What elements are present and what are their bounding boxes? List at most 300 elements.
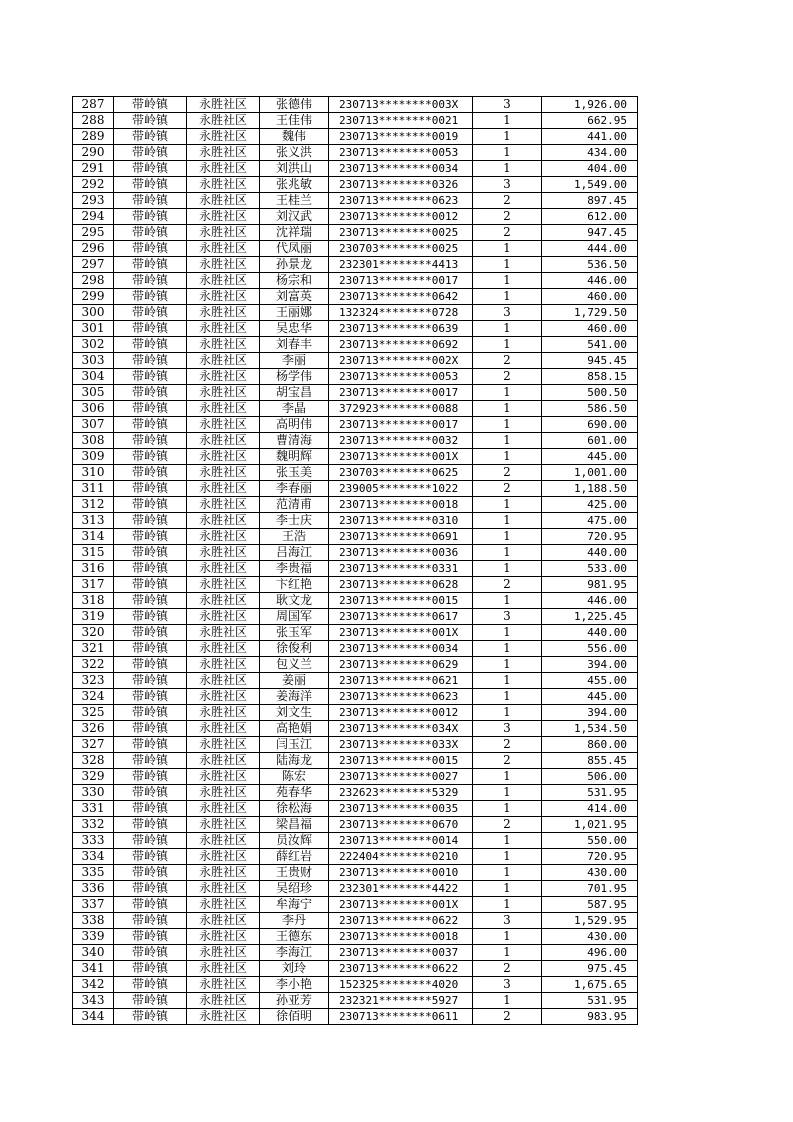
table-row [73, 145, 638, 161]
id-number-cell: 230713********0021 [329, 113, 473, 129]
row-number-cell: 331 [73, 801, 114, 817]
name-cell: 姜丽 [260, 673, 329, 689]
table-row [73, 225, 638, 241]
amount-cell: 860.00 [542, 737, 638, 753]
table-row [73, 705, 638, 721]
name-cell: 曹清海 [260, 433, 329, 449]
row-number-cell: 325 [73, 705, 114, 721]
town-cell: 带岭镇 [114, 129, 187, 145]
row-number-cell: 328 [73, 753, 114, 769]
id-number-cell: 230713********0014 [329, 833, 473, 849]
amount-cell: 1,926.00 [542, 97, 638, 113]
name-cell: 陆海龙 [260, 753, 329, 769]
town-cell: 带岭镇 [114, 337, 187, 353]
row-number-cell: 295 [73, 225, 114, 241]
community-cell: 永胜社区 [187, 689, 260, 705]
table-row [73, 161, 638, 177]
town-cell: 带岭镇 [114, 881, 187, 897]
town-cell: 带岭镇 [114, 625, 187, 641]
id-number-cell: 222404********0210 [329, 849, 473, 865]
community-cell: 永胜社区 [187, 529, 260, 545]
name-cell: 胡宝昌 [260, 385, 329, 401]
count-cell: 1 [473, 161, 542, 177]
amount-cell: 945.45 [542, 353, 638, 369]
row-number-cell: 312 [73, 497, 114, 513]
count-cell: 1 [473, 785, 542, 801]
community-cell: 永胜社区 [187, 193, 260, 209]
id-number-cell: 230713********0018 [329, 929, 473, 945]
name-cell: 徐佰明 [260, 1009, 329, 1025]
row-number-cell: 339 [73, 929, 114, 945]
id-number-cell: 230713********0034 [329, 641, 473, 657]
town-cell: 带岭镇 [114, 753, 187, 769]
count-cell: 1 [473, 561, 542, 577]
town-cell: 带岭镇 [114, 481, 187, 497]
town-cell: 带岭镇 [114, 945, 187, 961]
table-row [73, 561, 638, 577]
count-cell: 1 [473, 337, 542, 353]
id-number-cell: 230713********0053 [329, 145, 473, 161]
row-number-cell: 307 [73, 417, 114, 433]
town-cell: 带岭镇 [114, 561, 187, 577]
amount-cell: 455.00 [542, 673, 638, 689]
town-cell: 带岭镇 [114, 321, 187, 337]
id-number-cell: 230713********0032 [329, 433, 473, 449]
community-cell: 永胜社区 [187, 817, 260, 833]
amount-cell: 394.00 [542, 657, 638, 673]
community-cell: 永胜社区 [187, 609, 260, 625]
row-number-cell: 333 [73, 833, 114, 849]
community-cell: 永胜社区 [187, 241, 260, 257]
amount-cell: 533.00 [542, 561, 638, 577]
name-cell: 杨宗和 [260, 273, 329, 289]
id-number-cell: 239005********1022 [329, 481, 473, 497]
community-cell: 永胜社区 [187, 865, 260, 881]
table-row [73, 977, 638, 993]
count-cell: 1 [473, 689, 542, 705]
table-row [73, 193, 638, 209]
count-cell: 1 [473, 433, 542, 449]
name-cell: 高明伟 [260, 417, 329, 433]
id-number-cell: 230713********0642 [329, 289, 473, 305]
row-number-cell: 290 [73, 145, 114, 161]
table-row [73, 625, 638, 641]
row-number-cell: 298 [73, 273, 114, 289]
town-cell: 带岭镇 [114, 513, 187, 529]
count-cell: 2 [473, 961, 542, 977]
data-table [72, 96, 638, 1025]
row-number-cell: 343 [73, 993, 114, 1009]
count-cell: 3 [473, 609, 542, 625]
row-number-cell: 341 [73, 961, 114, 977]
amount-cell: 541.00 [542, 337, 638, 353]
table-row [73, 289, 638, 305]
amount-cell: 460.00 [542, 321, 638, 337]
row-number-cell: 296 [73, 241, 114, 257]
name-cell: 包义兰 [260, 657, 329, 673]
name-cell: 耿文龙 [260, 593, 329, 609]
name-cell: 魏明辉 [260, 449, 329, 465]
id-number-cell: 230713********0012 [329, 209, 473, 225]
name-cell: 吴绍珍 [260, 881, 329, 897]
community-cell: 永胜社区 [187, 753, 260, 769]
row-number-cell: 334 [73, 849, 114, 865]
town-cell: 带岭镇 [114, 609, 187, 625]
table-row [73, 481, 638, 497]
amount-cell: 858.15 [542, 369, 638, 385]
community-cell: 永胜社区 [187, 225, 260, 241]
name-cell: 高艳娟 [260, 721, 329, 737]
town-cell: 带岭镇 [114, 705, 187, 721]
count-cell: 1 [473, 113, 542, 129]
name-cell: 李贵福 [260, 561, 329, 577]
amount-cell: 1,001.00 [542, 465, 638, 481]
community-cell: 永胜社区 [187, 433, 260, 449]
count-cell: 1 [473, 705, 542, 721]
community-cell: 永胜社区 [187, 369, 260, 385]
town-cell: 带岭镇 [114, 817, 187, 833]
amount-cell: 425.00 [542, 497, 638, 513]
table-row [73, 849, 638, 865]
name-cell: 闫玉江 [260, 737, 329, 753]
name-cell: 张义洪 [260, 145, 329, 161]
count-cell: 1 [473, 385, 542, 401]
community-cell: 永胜社区 [187, 113, 260, 129]
table-row [73, 657, 638, 673]
town-cell: 带岭镇 [114, 177, 187, 193]
table-row [73, 273, 638, 289]
id-number-cell: 230713********0037 [329, 945, 473, 961]
id-number-cell: 230703********0025 [329, 241, 473, 257]
amount-cell: 444.00 [542, 241, 638, 257]
count-cell: 2 [473, 225, 542, 241]
count-cell: 1 [473, 289, 542, 305]
row-number-cell: 321 [73, 641, 114, 657]
row-number-cell: 318 [73, 593, 114, 609]
id-number-cell: 230713********0622 [329, 913, 473, 929]
id-number-cell: 230713********0017 [329, 273, 473, 289]
table-row [73, 449, 638, 465]
table-row [73, 321, 638, 337]
amount-cell: 414.00 [542, 801, 638, 817]
table-row [73, 385, 638, 401]
id-number-cell: 230713********0331 [329, 561, 473, 577]
town-cell: 带岭镇 [114, 737, 187, 753]
name-cell: 吴忠华 [260, 321, 329, 337]
row-number-cell: 301 [73, 321, 114, 337]
community-cell: 永胜社区 [187, 129, 260, 145]
town-cell: 带岭镇 [114, 241, 187, 257]
count-cell: 3 [473, 305, 542, 321]
count-cell: 1 [473, 945, 542, 961]
count-cell: 1 [473, 673, 542, 689]
id-number-cell: 230713********002X [329, 353, 473, 369]
table-row [73, 929, 638, 945]
table-row [73, 417, 638, 433]
id-number-cell: 230713********0326 [329, 177, 473, 193]
town-cell: 带岭镇 [114, 289, 187, 305]
id-number-cell: 232623********5329 [329, 785, 473, 801]
id-number-cell: 230713********0034 [329, 161, 473, 177]
community-cell: 永胜社区 [187, 993, 260, 1009]
count-cell: 3 [473, 177, 542, 193]
amount-cell: 612.00 [542, 209, 638, 225]
amount-cell: 506.00 [542, 769, 638, 785]
amount-cell: 536.50 [542, 257, 638, 273]
id-number-cell: 230713********0628 [329, 577, 473, 593]
community-cell: 永胜社区 [187, 769, 260, 785]
name-cell: 刘文生 [260, 705, 329, 721]
community-cell: 永胜社区 [187, 209, 260, 225]
community-cell: 永胜社区 [187, 97, 260, 113]
amount-cell: 701.95 [542, 881, 638, 897]
amount-cell: 1,549.00 [542, 177, 638, 193]
id-number-cell: 230713********0036 [329, 545, 473, 561]
amount-cell: 475.00 [542, 513, 638, 529]
town-cell: 带岭镇 [114, 897, 187, 913]
table-row [73, 1009, 638, 1025]
id-number-cell: 230713********0053 [329, 369, 473, 385]
community-cell: 永胜社区 [187, 673, 260, 689]
name-cell: 徐松海 [260, 801, 329, 817]
community-cell: 永胜社区 [187, 497, 260, 513]
count-cell: 1 [473, 545, 542, 561]
town-cell: 带岭镇 [114, 273, 187, 289]
name-cell: 刘玲 [260, 961, 329, 977]
row-number-cell: 338 [73, 913, 114, 929]
amount-cell: 440.00 [542, 625, 638, 641]
amount-cell: 550.00 [542, 833, 638, 849]
table-row [73, 833, 638, 849]
count-cell: 1 [473, 657, 542, 673]
count-cell: 2 [473, 193, 542, 209]
amount-cell: 662.95 [542, 113, 638, 129]
id-number-cell: 230713********0611 [329, 1009, 473, 1025]
town-cell: 带岭镇 [114, 401, 187, 417]
table-row [73, 961, 638, 977]
name-cell: 吕海江 [260, 545, 329, 561]
town-cell: 带岭镇 [114, 497, 187, 513]
row-number-cell: 294 [73, 209, 114, 225]
table-row [73, 497, 638, 513]
table-row [73, 577, 638, 593]
table-row [73, 945, 638, 961]
amount-cell: 446.00 [542, 593, 638, 609]
id-number-cell: 230713********0035 [329, 801, 473, 817]
community-cell: 永胜社区 [187, 145, 260, 161]
table-row [73, 529, 638, 545]
community-cell: 永胜社区 [187, 897, 260, 913]
amount-cell: 445.00 [542, 449, 638, 465]
row-number-cell: 302 [73, 337, 114, 353]
community-cell: 永胜社区 [187, 161, 260, 177]
community-cell: 永胜社区 [187, 289, 260, 305]
row-number-cell: 336 [73, 881, 114, 897]
count-cell: 2 [473, 369, 542, 385]
row-number-cell: 310 [73, 465, 114, 481]
amount-cell: 1,529.95 [542, 913, 638, 929]
table-row [73, 609, 638, 625]
id-number-cell: 230713********0617 [329, 609, 473, 625]
name-cell: 刘春丰 [260, 337, 329, 353]
name-cell: 李小艳 [260, 977, 329, 993]
table-row [73, 673, 638, 689]
amount-cell: 947.45 [542, 225, 638, 241]
id-number-cell: 230713********0691 [329, 529, 473, 545]
name-cell: 王丽娜 [260, 305, 329, 321]
community-cell: 永胜社区 [187, 401, 260, 417]
community-cell: 永胜社区 [187, 657, 260, 673]
id-number-cell: 230713********0670 [329, 817, 473, 833]
row-number-cell: 326 [73, 721, 114, 737]
amount-cell: 446.00 [542, 273, 638, 289]
count-cell: 1 [473, 273, 542, 289]
town-cell: 带岭镇 [114, 993, 187, 1009]
community-cell: 永胜社区 [187, 561, 260, 577]
table-row [73, 433, 638, 449]
amount-cell: 897.45 [542, 193, 638, 209]
town-cell: 带岭镇 [114, 641, 187, 657]
count-cell: 1 [473, 449, 542, 465]
row-number-cell: 317 [73, 577, 114, 593]
id-number-cell: 230713********0692 [329, 337, 473, 353]
community-cell: 永胜社区 [187, 961, 260, 977]
amount-cell: 586.50 [542, 401, 638, 417]
table-row [73, 865, 638, 881]
table-row [73, 209, 638, 225]
row-number-cell: 308 [73, 433, 114, 449]
amount-cell: 720.95 [542, 849, 638, 865]
community-cell: 永胜社区 [187, 641, 260, 657]
community-cell: 永胜社区 [187, 721, 260, 737]
name-cell: 杨学伟 [260, 369, 329, 385]
id-number-cell: 230713********001X [329, 897, 473, 913]
count-cell: 1 [473, 865, 542, 881]
row-number-cell: 297 [73, 257, 114, 273]
community-cell: 永胜社区 [187, 625, 260, 641]
count-cell: 1 [473, 497, 542, 513]
id-number-cell: 230713********001X [329, 449, 473, 465]
count-cell: 2 [473, 353, 542, 369]
town-cell: 带岭镇 [114, 449, 187, 465]
row-number-cell: 289 [73, 129, 114, 145]
row-number-cell: 323 [73, 673, 114, 689]
row-number-cell: 292 [73, 177, 114, 193]
town-cell: 带岭镇 [114, 769, 187, 785]
row-number-cell: 311 [73, 481, 114, 497]
name-cell: 梁昌福 [260, 817, 329, 833]
town-cell: 带岭镇 [114, 961, 187, 977]
id-number-cell: 230713********0629 [329, 657, 473, 673]
name-cell: 李海江 [260, 945, 329, 961]
id-number-cell: 230713********0623 [329, 689, 473, 705]
id-number-cell: 232301********4422 [329, 881, 473, 897]
id-number-cell: 230713********001X [329, 625, 473, 641]
community-cell: 永胜社区 [187, 417, 260, 433]
row-number-cell: 344 [73, 1009, 114, 1025]
amount-cell: 1,021.95 [542, 817, 638, 833]
name-cell: 孙景龙 [260, 257, 329, 273]
name-cell: 员汝辉 [260, 833, 329, 849]
town-cell: 带岭镇 [114, 833, 187, 849]
community-cell: 永胜社区 [187, 385, 260, 401]
name-cell: 刘洪山 [260, 161, 329, 177]
town-cell: 带岭镇 [114, 369, 187, 385]
name-cell: 陈宏 [260, 769, 329, 785]
id-number-cell: 230713********0310 [329, 513, 473, 529]
amount-cell: 460.00 [542, 289, 638, 305]
amount-cell: 430.00 [542, 865, 638, 881]
row-number-cell: 332 [73, 817, 114, 833]
row-number-cell: 340 [73, 945, 114, 961]
name-cell: 沈祥瑞 [260, 225, 329, 241]
community-cell: 永胜社区 [187, 337, 260, 353]
amount-cell: 981.95 [542, 577, 638, 593]
name-cell: 刘汉武 [260, 209, 329, 225]
name-cell: 代凤丽 [260, 241, 329, 257]
table-row [73, 881, 638, 897]
town-cell: 带岭镇 [114, 673, 187, 689]
community-cell: 永胜社区 [187, 913, 260, 929]
community-cell: 永胜社区 [187, 785, 260, 801]
table-row [73, 401, 638, 417]
table-row [73, 97, 638, 113]
town-cell: 带岭镇 [114, 193, 187, 209]
count-cell: 2 [473, 753, 542, 769]
table-row [73, 257, 638, 273]
count-cell: 2 [473, 465, 542, 481]
count-cell: 1 [473, 145, 542, 161]
community-cell: 永胜社区 [187, 481, 260, 497]
count-cell: 1 [473, 849, 542, 865]
community-cell: 永胜社区 [187, 833, 260, 849]
town-cell: 带岭镇 [114, 161, 187, 177]
community-cell: 永胜社区 [187, 945, 260, 961]
table-row [73, 641, 638, 657]
name-cell: 王浩 [260, 529, 329, 545]
town-cell: 带岭镇 [114, 593, 187, 609]
amount-cell: 975.45 [542, 961, 638, 977]
table-row [73, 593, 638, 609]
count-cell: 3 [473, 721, 542, 737]
name-cell: 王贵财 [260, 865, 329, 881]
town-cell: 带岭镇 [114, 913, 187, 929]
town-cell: 带岭镇 [114, 97, 187, 113]
row-number-cell: 322 [73, 657, 114, 673]
count-cell: 1 [473, 769, 542, 785]
row-number-cell: 316 [73, 561, 114, 577]
town-cell: 带岭镇 [114, 209, 187, 225]
community-cell: 永胜社区 [187, 321, 260, 337]
community-cell: 永胜社区 [187, 801, 260, 817]
name-cell: 卞红艳 [260, 577, 329, 593]
name-cell: 薛红岩 [260, 849, 329, 865]
row-number-cell: 327 [73, 737, 114, 753]
id-number-cell: 230713********0015 [329, 753, 473, 769]
community-cell: 永胜社区 [187, 705, 260, 721]
id-number-cell: 230713********0025 [329, 225, 473, 241]
table-row [73, 785, 638, 801]
town-cell: 带岭镇 [114, 865, 187, 881]
community-cell: 永胜社区 [187, 545, 260, 561]
community-cell: 永胜社区 [187, 929, 260, 945]
id-number-cell: 152325********4020 [329, 977, 473, 993]
name-cell: 张玉美 [260, 465, 329, 481]
community-cell: 永胜社区 [187, 177, 260, 193]
table-row [73, 689, 638, 705]
row-number-cell: 315 [73, 545, 114, 561]
table-row [73, 737, 638, 753]
